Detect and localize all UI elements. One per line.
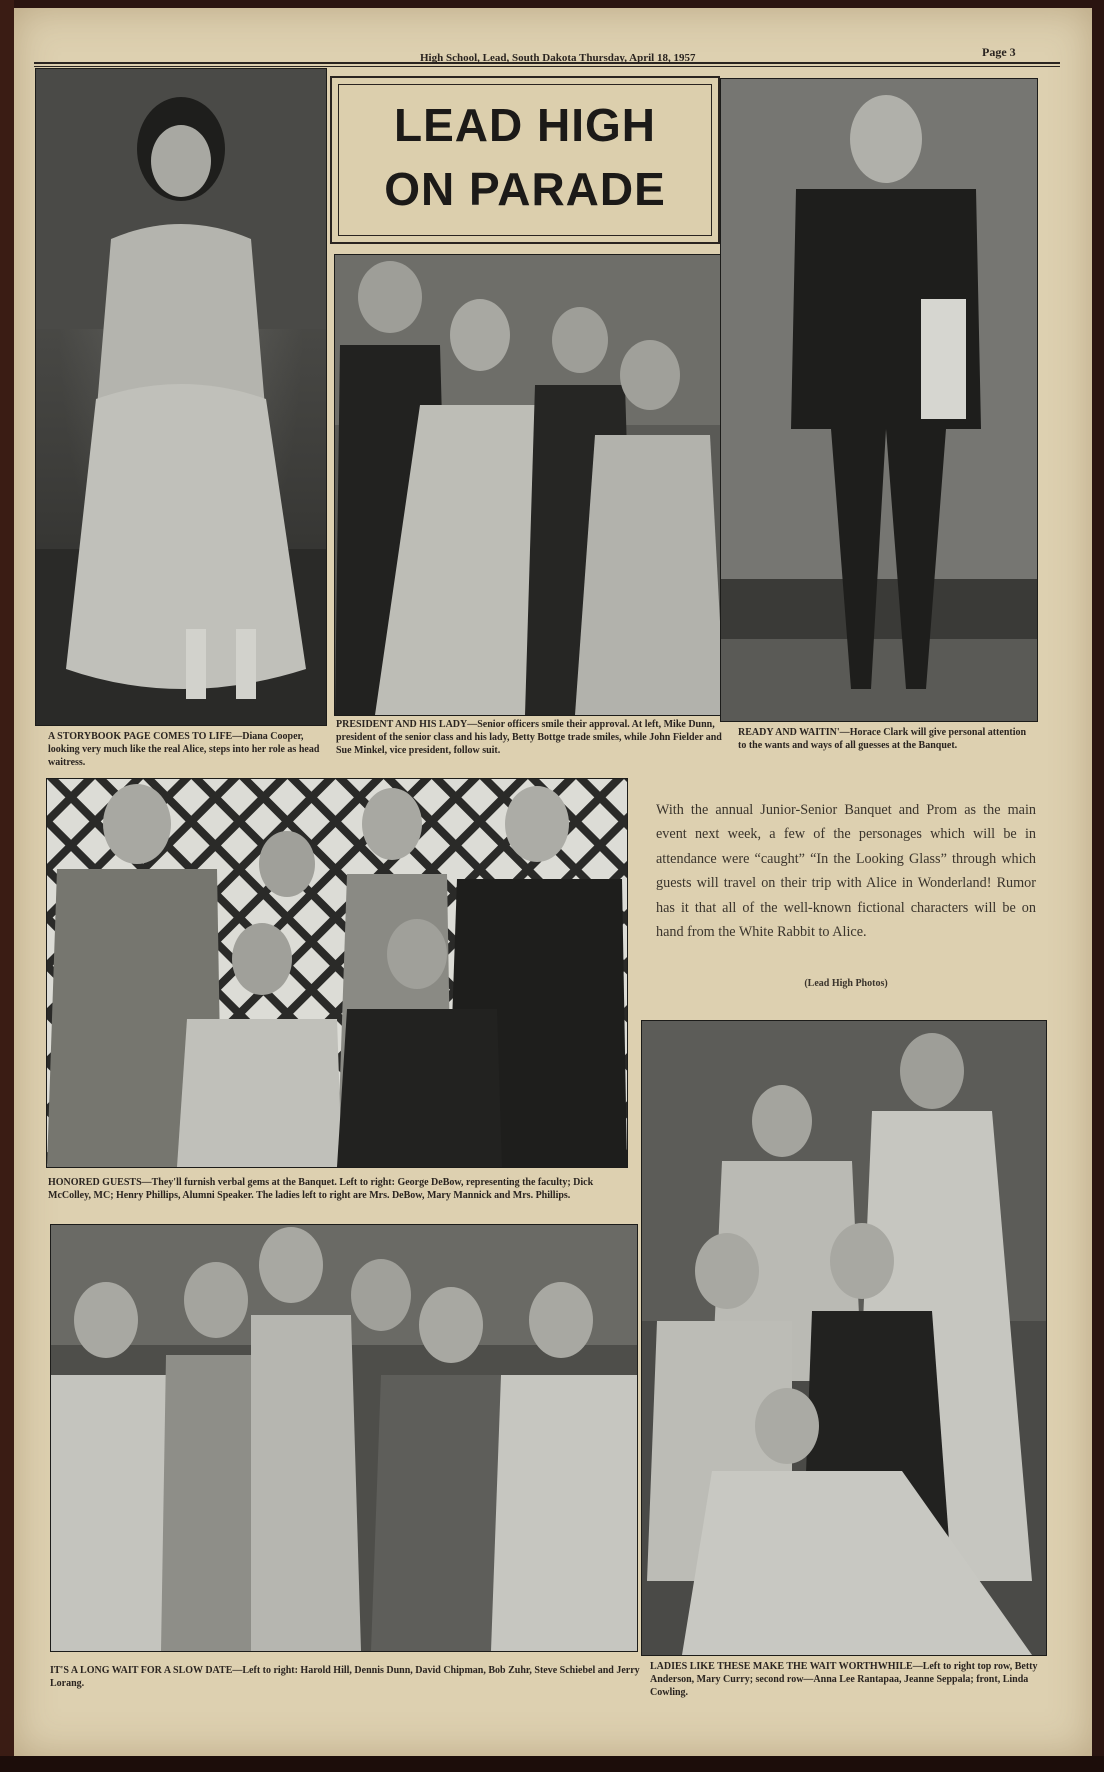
caption-storybook-head: A STORYBOOK PAGE COMES TO LIFE—: [48, 731, 243, 742]
caption-storybook-body: Diana Cooper, looking very much like the real Alice, steps into her role as head waitress.: [48, 731, 320, 768]
caption-ladies: [650, 1660, 1062, 1699]
photo-long-wait: [50, 1224, 638, 1652]
photo-ready-and-waitin: [720, 78, 1038, 722]
headline-line-2: ON PARADE: [384, 163, 666, 215]
headline-box: [330, 76, 720, 244]
bottom-edge: [0, 1756, 1104, 1772]
caption-president: [336, 718, 724, 757]
caption-ready-body: Horace Clark will give personal attention to the wants and ways of all guesses at the Banquet.: [738, 727, 1027, 751]
page-number: Page 3: [982, 45, 1016, 59]
masthead-dateline: High School, Lead, South Dakota Thursday, April 18, 1957: [420, 52, 696, 64]
caption-honored: [48, 1176, 632, 1202]
caption-long-wait: [50, 1664, 644, 1690]
caption-ready-head: READY AND WAITIN'—: [738, 727, 850, 738]
story-text: With the annual Junior-Senior Banquet and Prom as the main event next week, a few of the personages which will be in attendance were “caught” “In the Looking Glass” through which guests will travel on their trip with Alice in Wonderland! Rumor has it that all of the well-known fictional characters will be on hand from the White Rabbit to Alice.: [656, 802, 1036, 941]
caption-president-body: Senior officers smile their approval. At left, Mike Dunn, president of the senior class and his lady, Betty Bottge trade smiles, while John Fielder and Sue Minkel, vice president, follow suit.: [336, 719, 722, 756]
photo-ladies: [641, 1020, 1047, 1656]
masthead-rule-bottom: [34, 66, 1060, 67]
caption-honored-head: HONORED GUESTS—: [48, 1177, 152, 1188]
photo-president-and-lady: [334, 254, 726, 716]
photo-credit: (Lead High Photos): [804, 978, 888, 989]
caption-long-wait-body: Left to right: Harold Hill, Dennis Dunn, David Chipman, Bob Zuhr, Steve Schiebel and Jerry Lorang.: [50, 1665, 640, 1689]
caption-ladies-body: Left to right top row, Betty Anderson, Mary Curry; second row—Anna Lee Rantapaa, Jeanne Seppala; front, Linda Cowling.: [650, 1661, 1038, 1698]
caption-honored-body: They'll furnish verbal gems at the Banquet. Left to right: George DeBow, representing the faculty; Dick McColley, MC; Henry Phillips, Alumni Speaker. The ladies left to right are Mrs. DeBow, Mary Mannick and Mrs. Phillips.: [48, 1177, 594, 1201]
caption-ready: [738, 726, 1030, 752]
caption-storybook: [48, 730, 326, 769]
photo-storybook-page: [35, 68, 327, 726]
caption-president-head: PRESIDENT AND HIS LADY—: [336, 719, 478, 730]
photo-honored-guests: [46, 778, 628, 1168]
caption-ladies-head: LADIES LIKE THESE MAKE THE WAIT WORTHWHILE—: [650, 1661, 923, 1672]
caption-long-wait-head: IT'S A LONG WAIT FOR A SLOW DATE—: [50, 1665, 243, 1676]
book-spine: [0, 0, 14, 1772]
headline-line-1: LEAD HIGH: [394, 99, 656, 151]
